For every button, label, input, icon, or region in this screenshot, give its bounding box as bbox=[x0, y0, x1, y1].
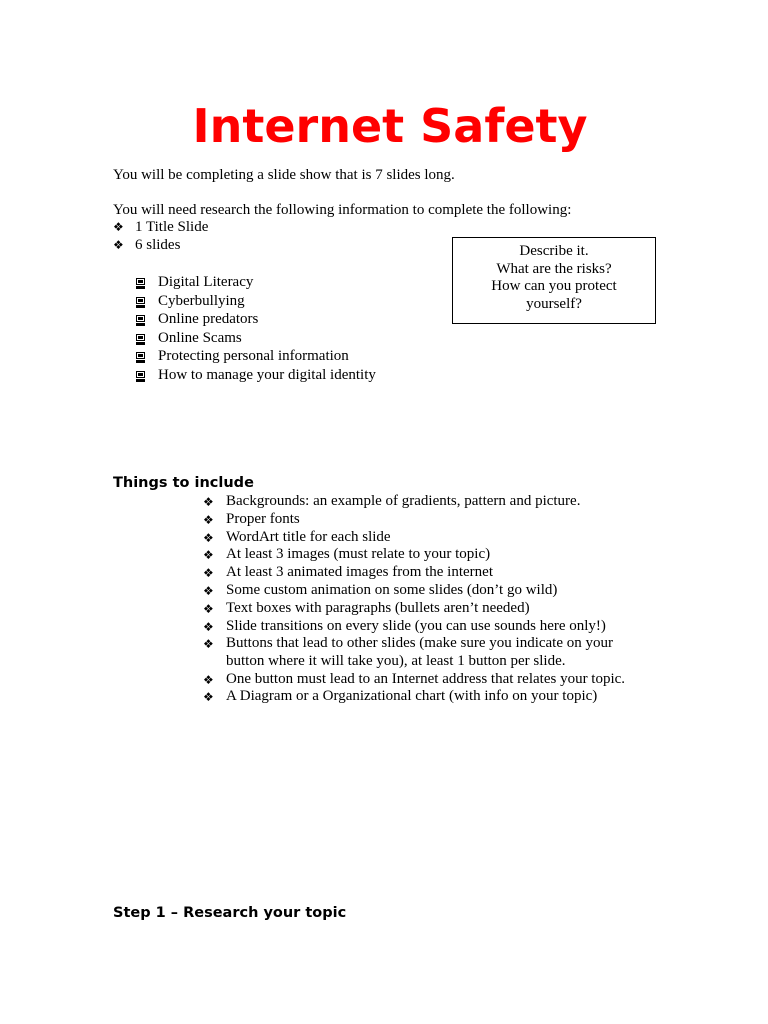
topic-text: Protecting personal information bbox=[158, 348, 349, 364]
document-title: Internet Safety bbox=[192, 99, 588, 153]
things-list bbox=[203, 493, 643, 706]
list-item bbox=[203, 511, 643, 529]
list-item bbox=[203, 688, 643, 706]
list-item bbox=[203, 546, 643, 564]
diamond-bullet-icon: ❖ bbox=[113, 220, 124, 234]
question-line: What are the risks? bbox=[496, 260, 612, 277]
computer-monitor-icon bbox=[136, 315, 145, 326]
topic-text: Online predators bbox=[158, 311, 259, 327]
question-line: Describe it. bbox=[519, 243, 589, 259]
list-item bbox=[203, 635, 643, 670]
list-item-text: 1 Title Slide bbox=[135, 219, 209, 235]
list-item bbox=[136, 366, 376, 385]
diamond-bullet-icon: ❖ bbox=[203, 637, 214, 652]
computer-monitor-icon bbox=[136, 334, 145, 345]
list-item bbox=[203, 529, 643, 547]
list-item bbox=[203, 671, 643, 689]
list-item-text: Some custom animation on some slides (don’t go wild) bbox=[226, 581, 558, 598]
list-item bbox=[203, 618, 643, 636]
list-item-text: A Diagram or a Organizational chart (with info on your topic) bbox=[226, 688, 598, 705]
list-item bbox=[203, 493, 643, 511]
step-1-heading: Step 1 – Research your topic bbox=[113, 905, 347, 921]
computer-monitor-icon bbox=[136, 278, 145, 289]
list-item bbox=[203, 564, 643, 582]
list-item bbox=[203, 582, 643, 600]
topic-text: How to manage your digital identity bbox=[158, 366, 376, 383]
diamond-bullet-icon: ❖ bbox=[203, 672, 214, 687]
diamond-bullet-icon: ❖ bbox=[203, 548, 214, 563]
list-item bbox=[136, 292, 376, 311]
diamond-bullet-icon: ❖ bbox=[203, 601, 214, 616]
diamond-bullet-icon: ❖ bbox=[203, 495, 214, 509]
list-item-text: One button must lead to an Internet address that relates your topic. bbox=[226, 670, 626, 687]
diamond-bullet-icon: ❖ bbox=[203, 530, 214, 545]
topic-text: Digital Literacy bbox=[158, 274, 254, 290]
list-item bbox=[136, 310, 376, 329]
diamond-bullet-icon: ❖ bbox=[203, 690, 214, 705]
question-line: How can you protect bbox=[491, 278, 617, 294]
list-item bbox=[113, 236, 208, 254]
list-item-text: At least 3 animated images from the internet bbox=[226, 564, 493, 581]
list-item bbox=[136, 329, 376, 348]
things-heading: Things to include bbox=[113, 475, 254, 491]
list-item bbox=[136, 273, 376, 292]
question-line: yourself? bbox=[526, 295, 582, 312]
list-item bbox=[203, 600, 643, 618]
list-item-text: WordArt title for each slide bbox=[226, 528, 391, 545]
list-item-text: Buttons that lead to other slides (make sure you indicate on your button where it will take you), at least 1 button per slide. bbox=[226, 635, 613, 669]
computer-monitor-icon bbox=[136, 297, 145, 308]
list-item-text: Proper fonts bbox=[226, 510, 300, 527]
intro-line-1: You will be completing a slide show that is 7 slides long. bbox=[113, 167, 455, 183]
list-item-text: Backgrounds: an example of gradients, pattern and picture. bbox=[226, 493, 581, 509]
list-item-text: At least 3 images (must relate to your topic) bbox=[226, 546, 491, 563]
question-box bbox=[452, 237, 656, 324]
diamond-bullet-icon: ❖ bbox=[203, 566, 214, 581]
topic-text: Online Scams bbox=[158, 329, 242, 346]
intro-line-2: You will need research the following information to complete the following: bbox=[113, 202, 572, 218]
topics-list bbox=[136, 273, 376, 384]
topic-text: Cyberbullying bbox=[158, 292, 245, 309]
computer-monitor-icon bbox=[136, 371, 145, 382]
list-item bbox=[136, 347, 376, 366]
diamond-bullet-icon: ❖ bbox=[113, 238, 124, 252]
computer-monitor-icon bbox=[136, 352, 145, 363]
diamond-bullet-icon: ❖ bbox=[203, 583, 214, 598]
slides-list bbox=[113, 218, 208, 254]
diamond-bullet-icon: ❖ bbox=[203, 619, 214, 634]
list-item-text: Text boxes with paragraphs (bullets aren’t needed) bbox=[226, 599, 530, 616]
diamond-bullet-icon: ❖ bbox=[203, 512, 214, 527]
list-item-text: 6 slides bbox=[135, 237, 181, 253]
list-item bbox=[113, 218, 208, 236]
list-item-text: Slide transitions on every slide (you can use sounds here only!) bbox=[226, 617, 606, 634]
